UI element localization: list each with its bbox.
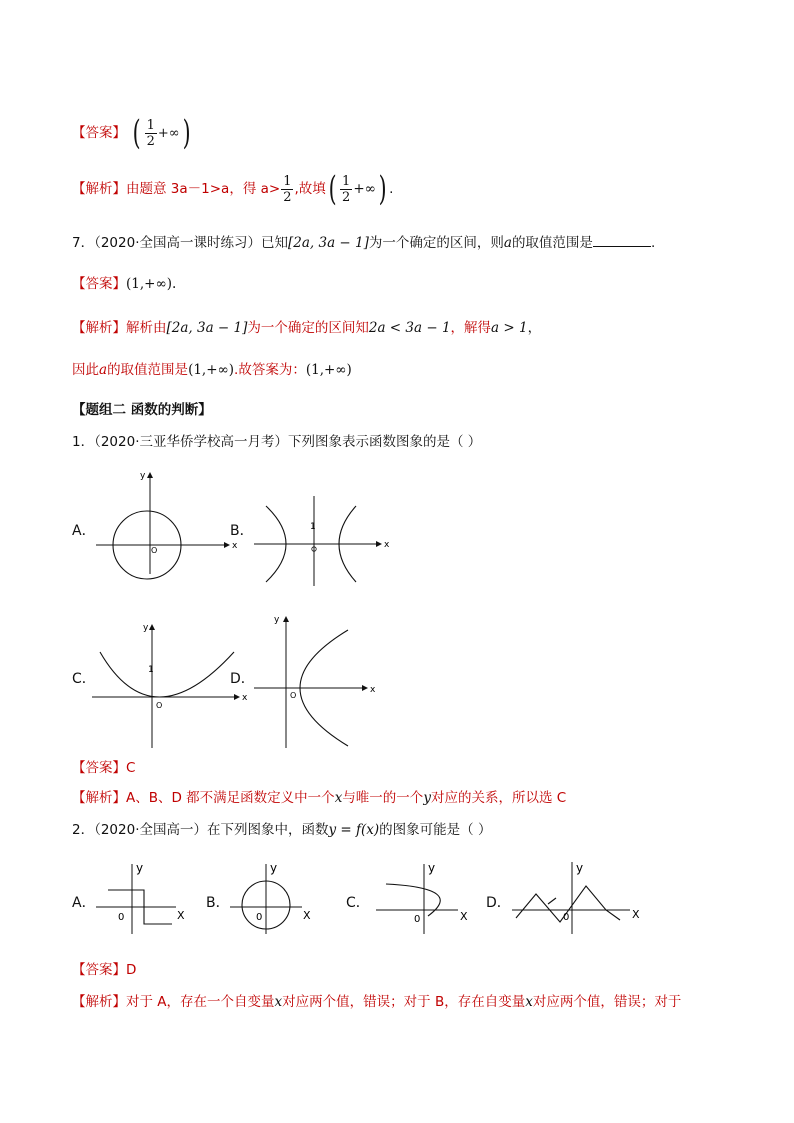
analysis-text-c: 对应两个值，错误；对于 [532,994,682,1010]
interval-math: [2a, 3a − 1] [166,320,248,336]
answer-blank [593,232,651,247]
inequality-math: 2a < 3a − 1 [368,320,451,336]
question-7 [72,232,655,253]
origin-label: O [290,691,297,700]
fraction-one-half: $\frac{1}{2}$ [283,173,292,205]
variable-y: y [423,790,431,806]
origin-label: O [151,546,158,555]
origin-label: 0 [256,912,263,923]
answer-label: 【答案】 [72,276,126,292]
interval-math: [2a, 3a − 1] [288,235,369,251]
question-2 [72,820,491,840]
tick-label: 1 [148,665,154,675]
option-d-label: D． [230,671,255,687]
analysis-line-7b [72,360,352,380]
origin-label: 0 [563,912,570,923]
paren-right: ) [378,169,387,209]
result-math: a > 1 [491,320,528,336]
graph-q1-a-circle [92,468,242,578]
comma: ， [527,320,542,336]
answer-line-7 [72,274,176,294]
paren-left: ( [132,113,141,153]
paren-left: ( [328,169,337,209]
origin-label: 0 [414,914,421,925]
axis-y-label: y [136,861,144,875]
answer-line-q1 [72,758,135,778]
analysis-text-a: 解析由 [126,320,167,336]
analysis-text-b: 与唯一的一个 [342,790,424,806]
option-b-label: B． [230,523,254,539]
origin-label: 0 [118,912,125,923]
axis-x-label: x [242,693,248,703]
axis-x-label: X [460,910,468,923]
question-number: 7． [72,235,95,251]
math-text: +∞ [353,181,376,197]
origin-label: O [156,701,163,710]
analysis-line-1 [72,169,394,209]
variable-x-2: x [525,994,533,1010]
analysis-line-q1 [72,788,566,808]
question-1: 1．（2020·三亚华侨学校高一月考）下列图象表示函数图象的是（ ） [72,434,482,450]
tick-label: 1 [310,522,316,532]
graph-q2-b-circle [226,858,326,938]
range-math: (1,+∞) [188,362,235,378]
axis-x-label: X [177,909,185,922]
analysis-text-a: 因此 [72,362,99,378]
answer-line-q2 [72,960,136,980]
answer-label: 【答案】 [72,962,126,978]
question-source: （2020·全国高一课时练习）已知 [94,235,288,251]
answer-label: 【答案】 [72,760,126,776]
math-text: +∞ [157,126,180,141]
analysis-text-c: 对应的关系，所以选 C [430,790,567,806]
analysis-text-a: 由题意 3a－1>a，得 a> [126,181,281,197]
option-c-label: C． [72,671,96,687]
axis-x-label: X [303,909,311,922]
answer-value: (1,+∞). [126,276,177,292]
fraction-one-half: $\frac{1}{2}$ [146,117,155,149]
axis-y-label: y [270,861,278,875]
option-d-label: D． [486,895,511,911]
question-text-b: 的图象可能是（ ） [379,822,492,838]
answer-value: D [126,962,137,978]
option-a-label: A． [72,895,96,911]
graph-q2-a-step [92,858,192,938]
variable-x: x [334,790,343,806]
graph-q1-c-parabola [90,620,250,750]
analysis-text-b: ,故填 [294,181,326,197]
analysis-line-q2 [72,992,681,1012]
axis-x-label: x [232,541,238,551]
variable-a: a [99,362,108,378]
analysis-line-7 [72,318,541,338]
analysis-text-a: 对于 A，存在一个自变量 [126,994,275,1010]
option-c-label: C． [346,895,370,911]
analysis-text-b: 对应两个值，错误；对于 B，存在自变量 [282,994,526,1010]
function-math: y = f(x) [328,822,380,838]
analysis-label: 【解析】 [72,181,126,197]
option-b-label: B． [206,895,230,911]
paren-right: ) [182,113,191,153]
axis-y-label: y [274,615,280,625]
analysis-text-a: A、B、D 都不满足函数定义中一个 [126,790,335,806]
graph-q1-d-sideways-parabola [252,612,382,752]
answer-line-1 [72,113,193,153]
graph-q1-b-hyperbola [250,494,390,589]
analysis-label: 【解析】 [72,790,126,806]
axis-x-label: X [632,908,640,921]
axis-y-label: y [140,471,146,481]
graph-q2-c-sideways-curve [372,858,482,938]
section-title: 【题组二 函数的判断】 [72,402,212,418]
analysis-text-b: 的取值范围是 [107,362,189,378]
analysis-text-c: ，解得 [450,320,492,336]
question-end-period: . [650,235,656,251]
variable-x: x [274,994,283,1010]
analysis-text-b: 为一个确定的区间知 [247,320,369,336]
axis-y-label: y [143,623,149,633]
analysis-label: 【解析】 [72,994,126,1010]
analysis-label: 【解析】 [72,320,126,336]
question-mid: 为一个确定的区间，则 [368,235,504,251]
answer-value: C [126,760,136,776]
axis-x-label: x [370,685,376,695]
question-text-a: 2．（2020·全国高一）在下列图象中，函数 [72,822,329,838]
answer-label: 【答案】 [72,125,126,141]
fraction-one-half: $\frac{1}{2}$ [342,173,351,205]
axis-x-label: x [384,540,390,550]
graph-q2-d-zigzag [508,858,658,938]
option-a-label: A． [72,523,96,539]
period: . [389,181,394,197]
axis-y-label: y [576,861,584,875]
variable-a: a [503,235,512,251]
analysis-text-c: .故答案为： [234,362,306,378]
axis-y-label: y [428,861,436,875]
range-math-2: (1,+∞) [305,362,352,378]
question-end: 的取值范围是 [511,235,593,251]
